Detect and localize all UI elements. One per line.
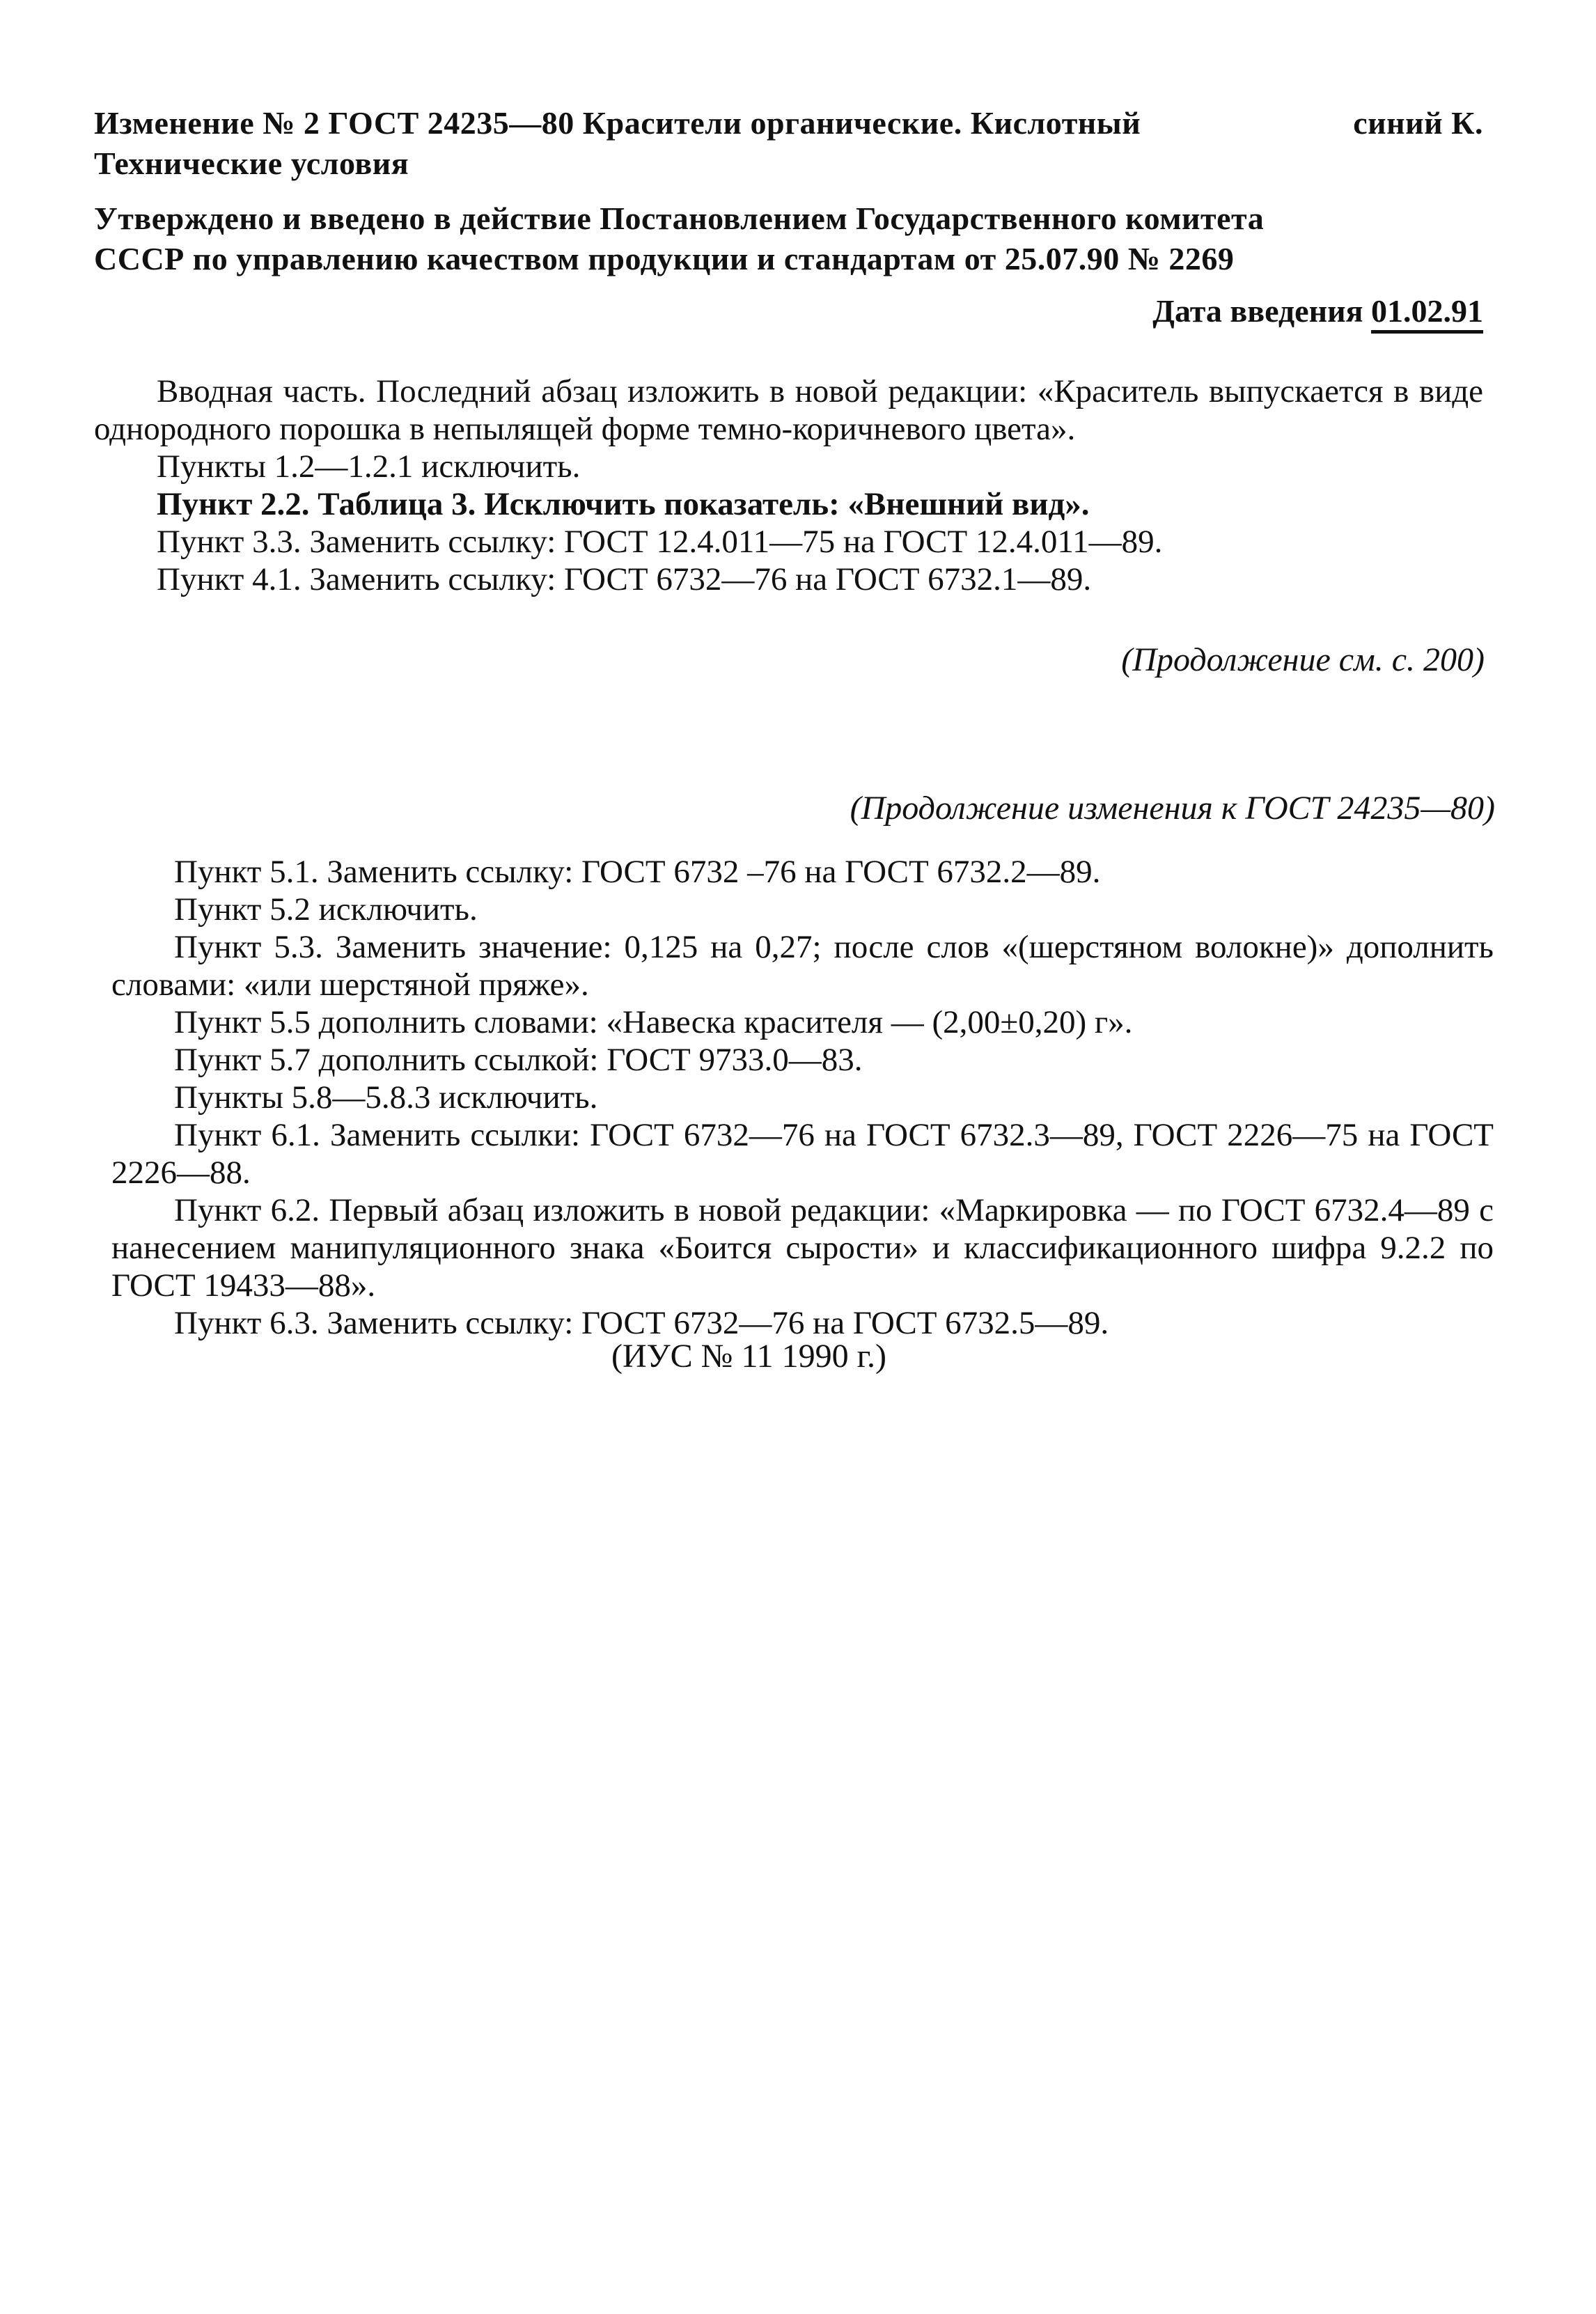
document-title: [94, 103, 1483, 184]
item-5-2: Пункт 5.2 исключить.: [174, 891, 478, 928]
item-5-3: Пункт 5.3. Заменить значение: 0,125 на 0,27; после слов «(шерстяном волокне)» дополнить словами: «или шерстяной пряже».: [111, 929, 1494, 1003]
source-reference-text: (ИУС № 11 1990 г.): [611, 1338, 886, 1375]
effective-date-label: Дата введения: [1152, 293, 1363, 329]
item-5-7: Пункт 5.7 дополнить ссылкой: ГОСТ 9733.0—83.: [174, 1042, 863, 1078]
intro-paragraph: Вводная часть. Последний абзац изложить в новой редакции: «Краситель выпускается в виде однородного порошка в непылящей форме темно-коричневого цвета».: [94, 373, 1483, 447]
amendment-part-2: [111, 853, 1494, 1342]
continued-note-text: (Продолжение см. с. 200): [1121, 641, 1485, 678]
effective-date: [1152, 291, 1483, 331]
approval-line-2: СССР по управлению качеством продукции и стандартам от 25.07.90 № 2269: [94, 241, 1235, 276]
item-3-3: Пункт 3.3. Заменить ссылку: ГОСТ 12.4.011—75 на ГОСТ 12.4.011—89.: [157, 524, 1163, 560]
item-5-8: Пункты 5.8—5.8.3 исключить.: [174, 1079, 598, 1116]
title-line-2: Технические условия: [94, 146, 409, 181]
approval-line-1-text: Утверждено и введено в действие Постановлением Государственного комитета: [94, 201, 1265, 236]
continued-note: [1121, 641, 1485, 680]
item-4-1: Пункт 4.1. Заменить ссылку: ГОСТ 6732—76 на ГОСТ 6732.1—89.: [157, 561, 1092, 597]
title-line-1-right: синий К.: [1353, 105, 1483, 141]
continuation-heading-text: (Продолжение изменения к ГОСТ 24235—80): [850, 790, 1495, 827]
approval-line-1: [94, 198, 1483, 239]
source-reference: [611, 1337, 886, 1376]
approval-statement: [94, 198, 1483, 279]
item-6-3: Пункт 6.3. Заменить ссылку: ГОСТ 6732—76 на ГОСТ 6732.5—89.: [174, 1305, 1109, 1341]
continuation-heading: [850, 789, 1495, 828]
item-2-2: Пункт 2.2. Таблица 3. Исключить показатель: «Внешний вид».: [157, 486, 1090, 522]
item-6-2: Пункт 6.2. Первый абзац изложить в новой редакции: «Маркировка — по ГОСТ 6732.4—89 с нанесением манипуляционного знака «Боится сырости» и классификационного шифра 9.2.2 по ГОСТ 19433—88».: [111, 1192, 1494, 1304]
amendment-part-1: [94, 373, 1483, 598]
item-1-2: Пункты 1.2—1.2.1 исключить.: [157, 448, 581, 485]
title-line-1-left: Изменение № 2 ГОСТ 24235—80 Красители органические. Кислотный: [94, 105, 1141, 141]
effective-date-value: 01.02.91: [1371, 293, 1483, 334]
title-line-1: [94, 103, 1483, 143]
item-5-5: Пункт 5.5 дополнить словами: «Навеска красителя — (2,00±0,20) г».: [174, 1004, 1133, 1040]
item-6-1: Пункт 6.1. Заменить ссылки: ГОСТ 6732—76 на ГОСТ 6732.3—89, ГОСТ 2226—75 на ГОСТ 2226—88.: [111, 1117, 1494, 1191]
item-5-1: Пункт 5.1. Заменить ссылку: ГОСТ 6732 –76 на ГОСТ 6732.2—89.: [174, 854, 1101, 890]
